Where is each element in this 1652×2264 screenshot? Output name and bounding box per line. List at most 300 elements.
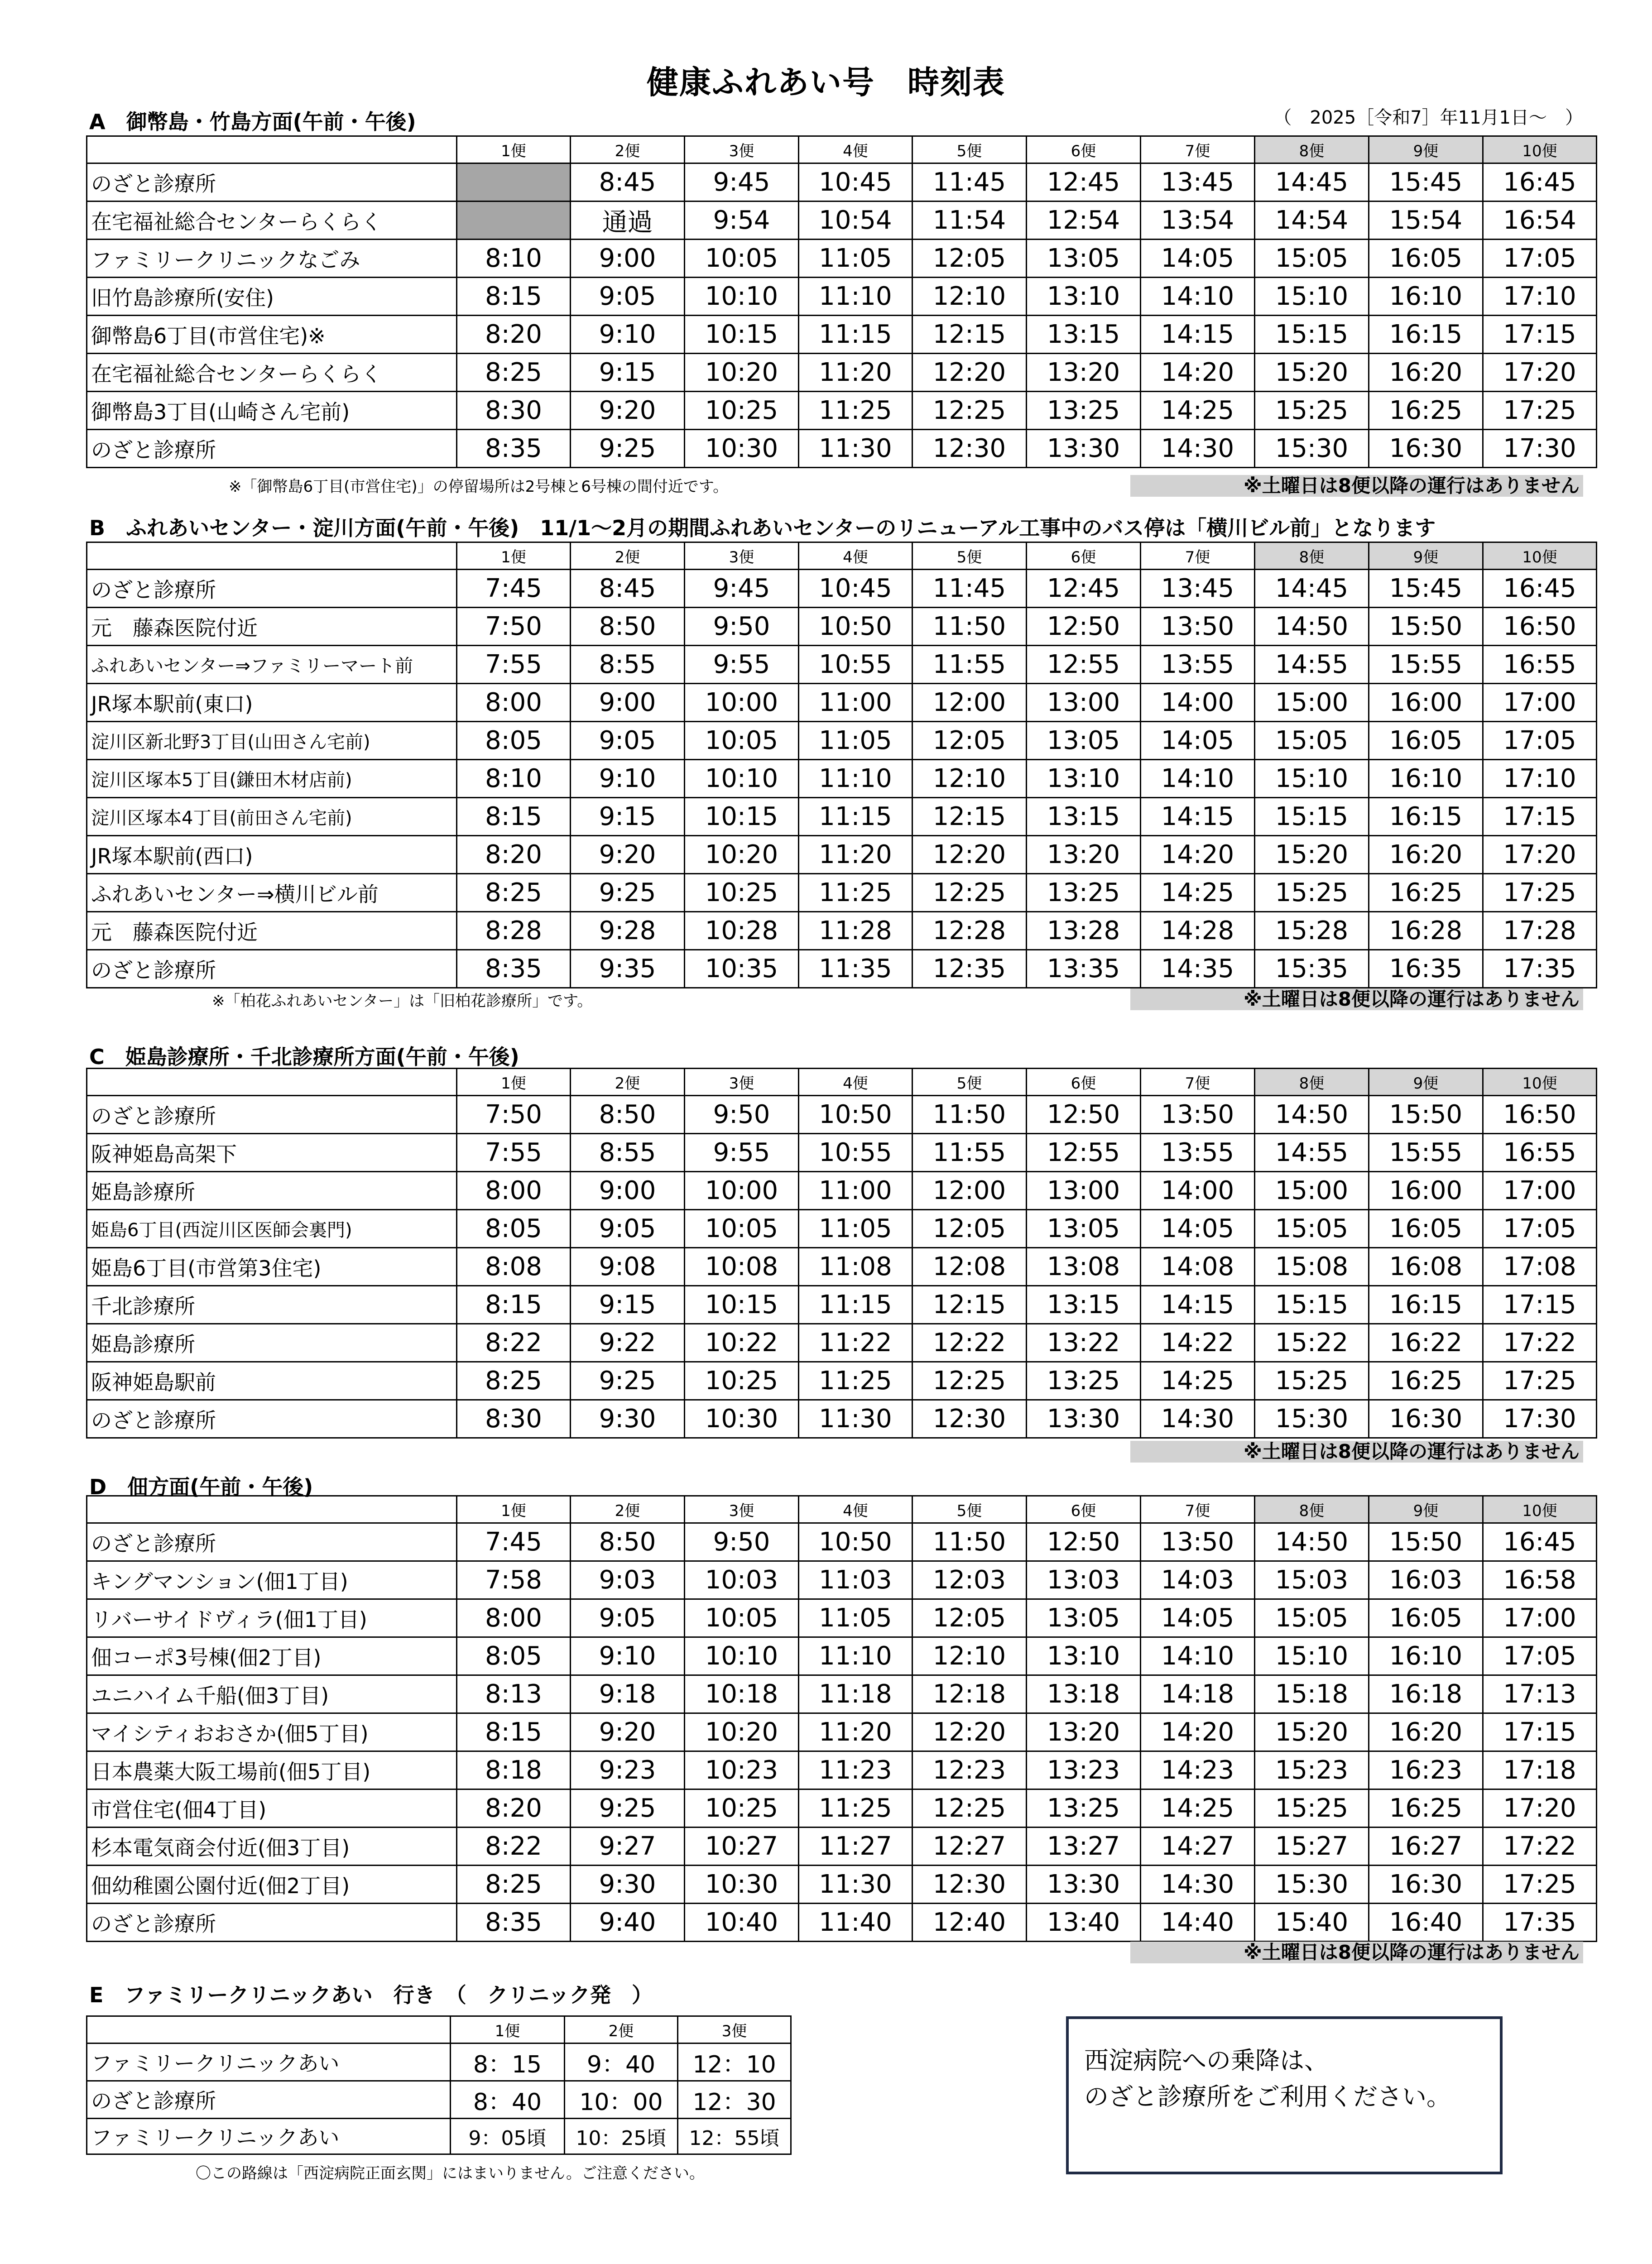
time-cell: 9:10 bbox=[571, 316, 685, 354]
saturday-note-c: ※土曜日は8便以降の運行はありません bbox=[1130, 1441, 1583, 1463]
time-cell: 8:15 bbox=[457, 798, 571, 836]
time-cell: 11:55 bbox=[912, 646, 1027, 684]
time-cell: 13:03 bbox=[1027, 1561, 1141, 1599]
time-cell: 14:05 bbox=[1141, 1210, 1255, 1248]
time-cell: 16:55 bbox=[1483, 646, 1597, 684]
time-cell: 16:03 bbox=[1369, 1561, 1483, 1599]
time-cell: 17:15 bbox=[1483, 798, 1597, 836]
time-cell: 14:45 bbox=[1255, 163, 1369, 201]
time-cell: 16:28 bbox=[1369, 912, 1483, 950]
time-cell: 16:27 bbox=[1369, 1828, 1483, 1866]
stop-name: キングマンション(佃1丁目) bbox=[87, 1561, 457, 1599]
time-cell: 13:15 bbox=[1027, 798, 1141, 836]
header-trip-cell: 8便 bbox=[1255, 1496, 1369, 1523]
time-cell: 8:13 bbox=[457, 1675, 571, 1713]
table-row bbox=[87, 570, 1597, 608]
time-cell: 14:05 bbox=[1141, 722, 1255, 760]
header-trip-cell: 5便 bbox=[912, 542, 1027, 570]
time-cell: 12：30 bbox=[678, 2081, 791, 2119]
section-e-footnote: 〇この路線は「西淀病院正面玄関」にはまいりません。ご注意ください。 bbox=[196, 2164, 705, 2182]
time-cell: 17:15 bbox=[1483, 316, 1597, 354]
time-cell: 13:30 bbox=[1027, 1866, 1141, 1904]
time-cell: 14:05 bbox=[1141, 1599, 1255, 1637]
time-cell: 11:23 bbox=[799, 1751, 912, 1789]
time-cell: 17:20 bbox=[1483, 836, 1597, 874]
time-cell: 11:30 bbox=[799, 1400, 912, 1438]
time-cell: 10:10 bbox=[685, 760, 799, 798]
time-cell: 8:20 bbox=[457, 316, 571, 354]
time-cell: 13:08 bbox=[1027, 1248, 1141, 1286]
time-cell: 14:28 bbox=[1141, 912, 1255, 950]
time-cell: 12:55 bbox=[1027, 1134, 1141, 1172]
time-cell: 11:25 bbox=[799, 874, 912, 912]
table-row bbox=[87, 1828, 1597, 1866]
time-cell: 10:18 bbox=[685, 1675, 799, 1713]
time-cell: 10:22 bbox=[685, 1324, 799, 1362]
table-row bbox=[87, 1599, 1597, 1637]
time-cell: 7:55 bbox=[457, 646, 571, 684]
time-cell: 8:25 bbox=[457, 1362, 571, 1400]
time-cell: 13:20 bbox=[1027, 1713, 1141, 1751]
time-cell: 10:08 bbox=[685, 1248, 799, 1286]
time-cell: 8:15 bbox=[457, 1713, 571, 1751]
table-row bbox=[87, 1713, 1597, 1751]
time-cell: 17:05 bbox=[1483, 240, 1597, 278]
time-cell: 17:13 bbox=[1483, 1675, 1597, 1713]
saturday-note-b: ※土曜日は8便以降の運行はありません bbox=[1130, 988, 1583, 1010]
time-cell: 10:35 bbox=[685, 950, 799, 988]
page-title: 健康ふれあい号 時刻表 bbox=[647, 64, 1005, 101]
time-cell: 8:25 bbox=[457, 1866, 571, 1904]
header-trip-cell: 1便 bbox=[457, 542, 571, 570]
time-cell: 13:27 bbox=[1027, 1828, 1141, 1866]
time-cell: 11:15 bbox=[799, 316, 912, 354]
time-cell: 15:55 bbox=[1369, 646, 1483, 684]
stop-name: マイシティおおさか(佃5丁目) bbox=[87, 1713, 457, 1751]
section-a-title: A 御幣島・竹島方面(午前・午後) bbox=[89, 110, 416, 134]
time-cell: 11:20 bbox=[799, 354, 912, 392]
stop-name: ファミリークリニックあい bbox=[87, 2119, 451, 2154]
time-cell: 13:05 bbox=[1027, 722, 1141, 760]
time-cell: 7:55 bbox=[457, 1134, 571, 1172]
time-cell: 10:25 bbox=[685, 874, 799, 912]
time-cell: 13:28 bbox=[1027, 912, 1141, 950]
time-cell: 14:50 bbox=[1255, 1523, 1369, 1561]
time-cell: 8:25 bbox=[457, 874, 571, 912]
time-cell: 15:25 bbox=[1255, 1789, 1369, 1828]
stop-name: 淀川区塚本5丁目(鎌田木材店前) bbox=[87, 760, 457, 798]
time-cell: 13:54 bbox=[1141, 201, 1255, 240]
stop-name: ファミリークリニックあい bbox=[87, 2043, 451, 2081]
stop-name: のざと診療所 bbox=[87, 163, 457, 201]
table-row bbox=[87, 1096, 1597, 1134]
time-cell: 10:55 bbox=[799, 1134, 912, 1172]
time-cell: 10:23 bbox=[685, 1751, 799, 1789]
time-cell: 11:20 bbox=[799, 836, 912, 874]
time-cell: 15:05 bbox=[1255, 1210, 1369, 1248]
time-cell: 12:05 bbox=[912, 1210, 1027, 1248]
time-cell: 14:20 bbox=[1141, 1713, 1255, 1751]
time-cell: 9:30 bbox=[571, 1400, 685, 1438]
time-cell: 12:00 bbox=[912, 1172, 1027, 1210]
header-trip-cell: 4便 bbox=[799, 542, 912, 570]
time-cell: 15:25 bbox=[1255, 392, 1369, 430]
time-cell: 17:22 bbox=[1483, 1324, 1597, 1362]
header-trip-cell: 6便 bbox=[1027, 136, 1141, 163]
time-cell: 15:05 bbox=[1255, 1599, 1369, 1637]
time-cell: 16:05 bbox=[1369, 240, 1483, 278]
header-trip-cell: 2便 bbox=[565, 2016, 678, 2043]
table-row bbox=[87, 392, 1597, 430]
time-cell: 8:22 bbox=[457, 1324, 571, 1362]
header-trip-cell: 6便 bbox=[1027, 1496, 1141, 1523]
time-cell: 10:20 bbox=[685, 354, 799, 392]
time-cell: 9:55 bbox=[685, 646, 799, 684]
header-trip-cell: 4便 bbox=[799, 136, 912, 163]
stop-name: ファミリークリニックなごみ bbox=[87, 240, 457, 278]
time-cell: 16:18 bbox=[1369, 1675, 1483, 1713]
stop-name: 姫島6丁目(市営第3住宅) bbox=[87, 1248, 457, 1286]
timetable-e bbox=[86, 2015, 792, 2155]
time-cell: 13:23 bbox=[1027, 1751, 1141, 1789]
time-cell: 8:20 bbox=[457, 836, 571, 874]
time-cell: 8:15 bbox=[457, 1286, 571, 1324]
time-cell: 16:10 bbox=[1369, 760, 1483, 798]
time-cell: 13:50 bbox=[1141, 1523, 1255, 1561]
time-cell: 13:30 bbox=[1027, 1400, 1141, 1438]
time-cell: 12:27 bbox=[912, 1828, 1027, 1866]
time-cell: 14:08 bbox=[1141, 1248, 1255, 1286]
table-row bbox=[87, 1172, 1597, 1210]
time-cell: 8:05 bbox=[457, 722, 571, 760]
time-cell: 16:54 bbox=[1483, 201, 1597, 240]
time-cell: 12:45 bbox=[1027, 570, 1141, 608]
time-cell: 8:45 bbox=[571, 570, 685, 608]
time-cell: 16:20 bbox=[1369, 836, 1483, 874]
header-trip-cell: 7便 bbox=[1141, 136, 1255, 163]
time-cell: 11:18 bbox=[799, 1675, 912, 1713]
time-cell: 13:18 bbox=[1027, 1675, 1141, 1713]
table-row bbox=[87, 912, 1597, 950]
time-cell: 12:00 bbox=[912, 684, 1027, 722]
time-cell: 11:08 bbox=[799, 1248, 912, 1286]
time-cell: 17:10 bbox=[1483, 760, 1597, 798]
time-cell: 17:10 bbox=[1483, 278, 1597, 316]
time-cell: 15:25 bbox=[1255, 874, 1369, 912]
section-c-title: C 姫島診療所・千北診療所方面(午前・午後) bbox=[89, 1045, 519, 1069]
time-cell: 13:30 bbox=[1027, 430, 1141, 468]
stop-name: 阪神姫島駅前 bbox=[87, 1362, 457, 1400]
time-cell: 16:25 bbox=[1369, 1362, 1483, 1400]
time-cell: 8:50 bbox=[571, 608, 685, 646]
table-row bbox=[87, 316, 1597, 354]
time-cell: 14:55 bbox=[1255, 1134, 1369, 1172]
time-cell: 10:40 bbox=[685, 1904, 799, 1942]
table-row bbox=[87, 1675, 1597, 1713]
time-cell: 12:10 bbox=[912, 278, 1027, 316]
table-row bbox=[87, 2081, 791, 2119]
time-cell: 15:10 bbox=[1255, 1637, 1369, 1675]
time-cell: 9:23 bbox=[571, 1751, 685, 1789]
stop-name: 阪神姫島高架下 bbox=[87, 1134, 457, 1172]
time-cell: 8:55 bbox=[571, 646, 685, 684]
time-cell: 15:08 bbox=[1255, 1248, 1369, 1286]
time-cell: 8:50 bbox=[571, 1096, 685, 1134]
stop-name: 淀川区塚本4丁目(前田さん宅前) bbox=[87, 798, 457, 836]
time-cell: 16:00 bbox=[1369, 684, 1483, 722]
header-trip-cell: 1便 bbox=[457, 136, 571, 163]
time-cell: 9:00 bbox=[571, 240, 685, 278]
timetable-c bbox=[86, 1068, 1597, 1439]
time-cell: 14:30 bbox=[1141, 430, 1255, 468]
time-cell: 13:05 bbox=[1027, 1210, 1141, 1248]
header-trip-cell: 7便 bbox=[1141, 1069, 1255, 1096]
time-cell: 8:18 bbox=[457, 1751, 571, 1789]
time-cell: 13:35 bbox=[1027, 950, 1141, 988]
header-trip-cell: 7便 bbox=[1141, 542, 1255, 570]
time-cell: 10:03 bbox=[685, 1561, 799, 1599]
time-cell: 11:45 bbox=[912, 570, 1027, 608]
table-row bbox=[87, 1286, 1597, 1324]
time-cell: 12:50 bbox=[1027, 1523, 1141, 1561]
time-cell: 8:05 bbox=[457, 1637, 571, 1675]
time-cell: 15:18 bbox=[1255, 1675, 1369, 1713]
time-cell: 10:15 bbox=[685, 316, 799, 354]
stop-name: のざと診療所 bbox=[87, 570, 457, 608]
table-row bbox=[87, 1134, 1597, 1172]
time-cell: 9:50 bbox=[685, 1096, 799, 1134]
stop-name: のざと診療所 bbox=[87, 1904, 457, 1942]
time-cell: 16:22 bbox=[1369, 1324, 1483, 1362]
time-cell: 10:25 bbox=[685, 1362, 799, 1400]
time-cell: 15:03 bbox=[1255, 1561, 1369, 1599]
time-cell: 9:54 bbox=[685, 201, 799, 240]
table-row bbox=[87, 646, 1597, 684]
time-cell: 8:22 bbox=[457, 1828, 571, 1866]
time-cell: 15:23 bbox=[1255, 1751, 1369, 1789]
time-cell: 15:45 bbox=[1369, 163, 1483, 201]
header-trip-cell: 4便 bbox=[799, 1496, 912, 1523]
time-cell: 9:45 bbox=[685, 163, 799, 201]
header-trip-cell: 2便 bbox=[571, 1069, 685, 1096]
time-cell: 14:00 bbox=[1141, 1172, 1255, 1210]
time-cell: 9:25 bbox=[571, 1362, 685, 1400]
table-row bbox=[87, 1789, 1597, 1828]
stop-name: ユニハイム千船(佃3丁目) bbox=[87, 1675, 457, 1713]
time-cell: 13:25 bbox=[1027, 874, 1141, 912]
time-cell: 12:05 bbox=[912, 1599, 1027, 1637]
stop-name: 元 藤森医院付近 bbox=[87, 608, 457, 646]
time-cell: 9:05 bbox=[571, 1210, 685, 1248]
time-cell: 11:45 bbox=[912, 163, 1027, 201]
time-cell: 11:15 bbox=[799, 1286, 912, 1324]
time-cell: 9:15 bbox=[571, 354, 685, 392]
time-cell: 15:54 bbox=[1369, 201, 1483, 240]
time-cell: 13:10 bbox=[1027, 278, 1141, 316]
time-cell: 14:15 bbox=[1141, 798, 1255, 836]
time-cell: 11:00 bbox=[799, 1172, 912, 1210]
time-cell: 8:35 bbox=[457, 950, 571, 988]
time-cell: 14:20 bbox=[1141, 354, 1255, 392]
table-row bbox=[87, 1210, 1597, 1248]
time-cell: 8:45 bbox=[571, 163, 685, 201]
time-cell: 15:20 bbox=[1255, 836, 1369, 874]
time-cell: 9:20 bbox=[571, 836, 685, 874]
time-cell: 16:20 bbox=[1369, 1713, 1483, 1751]
time-cell: 13:00 bbox=[1027, 1172, 1141, 1210]
header-trip-cell: 9便 bbox=[1369, 136, 1483, 163]
table-row bbox=[87, 1523, 1597, 1561]
time-cell: 8:50 bbox=[571, 1523, 685, 1561]
time-cell: 10:55 bbox=[799, 646, 912, 684]
stop-name: 姫島診療所 bbox=[87, 1324, 457, 1362]
stop-name: 旧竹島診療所(安住) bbox=[87, 278, 457, 316]
time-cell: 16:25 bbox=[1369, 1789, 1483, 1828]
time-cell: 16:15 bbox=[1369, 316, 1483, 354]
section-d-title: D 佃方面(午前・午後) bbox=[89, 1475, 313, 1499]
time-cell: 17:05 bbox=[1483, 1637, 1597, 1675]
time-cell: 12:25 bbox=[912, 1362, 1027, 1400]
time-cell: 14:15 bbox=[1141, 1286, 1255, 1324]
time-cell: 10:50 bbox=[799, 608, 912, 646]
time-cell: 9:22 bbox=[571, 1324, 685, 1362]
time-cell: 14:25 bbox=[1141, 1362, 1255, 1400]
header-trip-cell: 5便 bbox=[912, 1069, 1027, 1096]
time-cell: 10：00 bbox=[565, 2081, 678, 2119]
time-cell: 7:50 bbox=[457, 1096, 571, 1134]
table-header-row bbox=[87, 136, 1597, 163]
header-trip-cell: 2便 bbox=[571, 542, 685, 570]
time-cell: 8:28 bbox=[457, 912, 571, 950]
section-b-footnote: ※「柏花ふれあいセンター」は「旧柏花診療所」です。 bbox=[212, 992, 593, 1010]
time-cell: 11:50 bbox=[912, 1523, 1027, 1561]
time-cell: 7:58 bbox=[457, 1561, 571, 1599]
time-cell: 13:40 bbox=[1027, 1904, 1141, 1942]
time-cell: 10:54 bbox=[799, 201, 912, 240]
time-cell: 14:45 bbox=[1255, 570, 1369, 608]
time-cell: 9:15 bbox=[571, 798, 685, 836]
time-cell: 17:08 bbox=[1483, 1248, 1597, 1286]
time-cell: 11:05 bbox=[799, 1599, 912, 1637]
time-cell: 9：40 bbox=[565, 2043, 678, 2081]
time-cell: 13:15 bbox=[1027, 1286, 1141, 1324]
table-row bbox=[87, 1904, 1597, 1942]
time-cell: 11:25 bbox=[799, 392, 912, 430]
time-cell: 8:10 bbox=[457, 240, 571, 278]
time-cell: 9：05頃 bbox=[451, 2119, 565, 2154]
time-cell: 15:50 bbox=[1369, 1096, 1483, 1134]
table-row bbox=[87, 1362, 1597, 1400]
time-cell: 10:00 bbox=[685, 684, 799, 722]
time-cell: 9:28 bbox=[571, 912, 685, 950]
time-cell: 9:27 bbox=[571, 1828, 685, 1866]
saturday-note-a: ※土曜日は8便以降の運行はありません bbox=[1130, 475, 1583, 497]
table-row bbox=[87, 354, 1597, 392]
time-cell: 16:35 bbox=[1369, 950, 1483, 988]
time-cell: 10:50 bbox=[799, 1096, 912, 1134]
time-cell: 15:27 bbox=[1255, 1828, 1369, 1866]
table-row bbox=[87, 798, 1597, 836]
time-cell: 9:15 bbox=[571, 1286, 685, 1324]
time-cell: 13:50 bbox=[1141, 608, 1255, 646]
header-trip-cell: 3便 bbox=[685, 136, 799, 163]
time-cell: 16:30 bbox=[1369, 430, 1483, 468]
table-row bbox=[87, 201, 1597, 240]
time-cell: 13:05 bbox=[1027, 240, 1141, 278]
time-cell: 11:05 bbox=[799, 1210, 912, 1248]
header-stop-cell bbox=[87, 542, 457, 570]
time-cell: 9:55 bbox=[685, 1134, 799, 1172]
table-row bbox=[87, 278, 1597, 316]
time-cell: 12:35 bbox=[912, 950, 1027, 988]
header-trip-cell: 8便 bbox=[1255, 1069, 1369, 1096]
table-row bbox=[87, 1866, 1597, 1904]
time-cell: 通過 bbox=[571, 201, 685, 240]
time-cell: 15:50 bbox=[1369, 1523, 1483, 1561]
time-cell: 17:15 bbox=[1483, 1286, 1597, 1324]
time-cell: 14:54 bbox=[1255, 201, 1369, 240]
notice-line: 西淀病院への乗降は、 bbox=[1084, 2046, 1329, 2075]
time-cell: 16:00 bbox=[1369, 1172, 1483, 1210]
time-cell: 9:10 bbox=[571, 1637, 685, 1675]
time-cell: 8：40 bbox=[451, 2081, 565, 2119]
time-cell: 15:00 bbox=[1255, 1172, 1369, 1210]
time-cell: 8:00 bbox=[457, 1599, 571, 1637]
time-cell: 9:18 bbox=[571, 1675, 685, 1713]
time-cell: 16:15 bbox=[1369, 1286, 1483, 1324]
header-trip-cell: 4便 bbox=[799, 1069, 912, 1096]
header-trip-cell: 5便 bbox=[912, 1496, 1027, 1523]
time-cell: 12:40 bbox=[912, 1904, 1027, 1942]
time-cell: 15:35 bbox=[1255, 950, 1369, 988]
time-cell: 17:20 bbox=[1483, 354, 1597, 392]
time-cell: 16:05 bbox=[1369, 1210, 1483, 1248]
time-cell: 15:50 bbox=[1369, 608, 1483, 646]
stop-name: 在宅福祉総合センターらくらく bbox=[87, 201, 457, 240]
time-cell: 12：10 bbox=[678, 2043, 791, 2081]
time-cell: 12:30 bbox=[912, 1866, 1027, 1904]
time-cell: 12:20 bbox=[912, 1713, 1027, 1751]
time-cell: 12:22 bbox=[912, 1324, 1027, 1362]
stop-name: 市営住宅(佃4丁目) bbox=[87, 1789, 457, 1828]
header-trip-cell: 9便 bbox=[1369, 1069, 1483, 1096]
time-cell: 8:55 bbox=[571, 1134, 685, 1172]
effective-date: （ 2025［令和7］年11月1日～ ） bbox=[1273, 107, 1583, 128]
time-cell: 16:40 bbox=[1369, 1904, 1483, 1942]
stop-name: 御幣島6丁目(市営住宅)※ bbox=[87, 316, 457, 354]
table-row bbox=[87, 608, 1597, 646]
header-stop-cell bbox=[87, 2016, 451, 2043]
table-row bbox=[87, 1751, 1597, 1789]
no-service-cell bbox=[457, 163, 571, 201]
table-row bbox=[87, 163, 1597, 201]
time-cell: 16:55 bbox=[1483, 1134, 1597, 1172]
table-row bbox=[87, 836, 1597, 874]
table-header-row bbox=[87, 2016, 791, 2043]
time-cell: 15:10 bbox=[1255, 760, 1369, 798]
time-cell: 9:20 bbox=[571, 392, 685, 430]
time-cell: 15:30 bbox=[1255, 1866, 1369, 1904]
time-cell: 15:05 bbox=[1255, 240, 1369, 278]
stop-name: のざと診療所 bbox=[87, 2081, 451, 2119]
time-cell: 14:40 bbox=[1141, 1904, 1255, 1942]
time-cell: 15:55 bbox=[1369, 1134, 1483, 1172]
time-cell: 17:35 bbox=[1483, 1904, 1597, 1942]
time-cell: 8:35 bbox=[457, 1904, 571, 1942]
time-cell: 9:50 bbox=[685, 608, 799, 646]
time-cell: 9:50 bbox=[685, 1523, 799, 1561]
time-cell: 17:30 bbox=[1483, 430, 1597, 468]
